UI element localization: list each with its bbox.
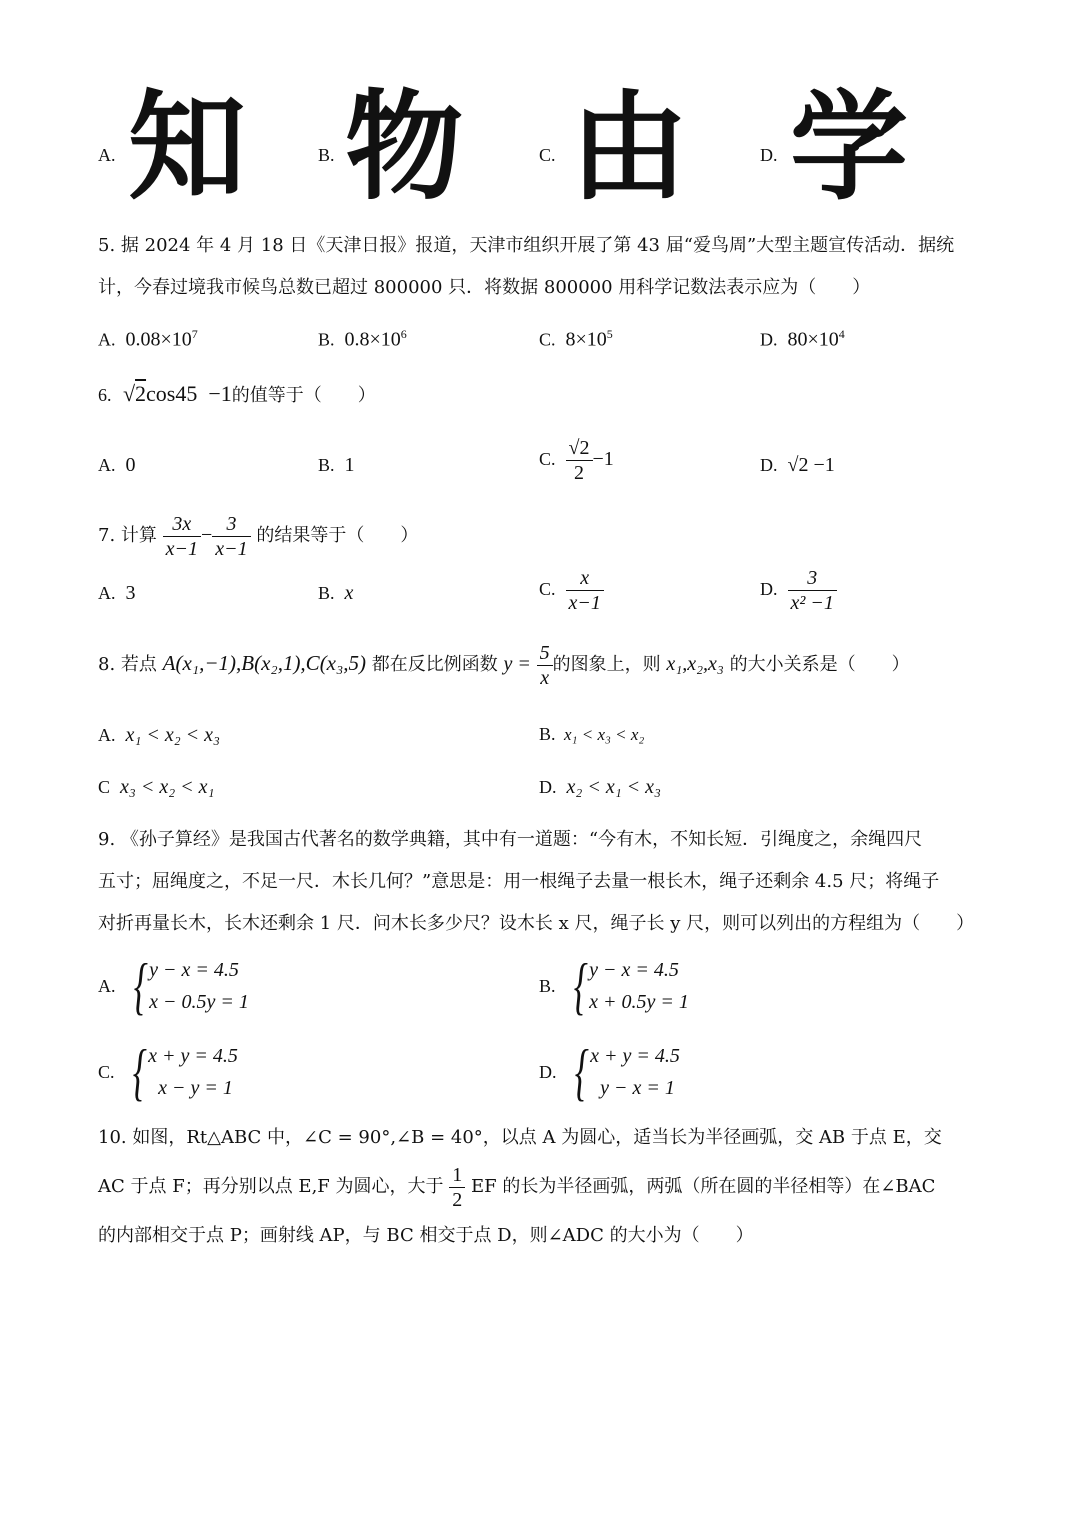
q9-line-3: 对折再量长木，长木还剩余 1 尺．问木长多少尺？设木长 x 尺，绳子长 y 尺，则可以列出的方程组为（ ） [98, 913, 975, 934]
q6-option-a: A. 0 [98, 454, 136, 476]
q5-option-a: A. $0.08\times 10^7$ [98, 327, 198, 351]
q8-stem: 8. 若点 A(x₁,−1),B(x₂,1),C(x₃,5) 都在反比例函数 y = $\frac{5}{x}$ 的图象上，则 x₁,x₂,x₃ 的大小关系是（ ） [98, 641, 910, 689]
q5-option-b: B. $0.8\times 10^6$ [318, 327, 407, 351]
q7-option-d: D. $\frac{3}{\text{x² −1}}$ [760, 566, 837, 615]
q4-char-d: 学 [790, 78, 909, 216]
q10-line-1: 10. 如图，Rt△ABC 中，∠C = 90°,∠B = 40°，以点 A 为圆心，适当长为半径画弧，交 AB 于点 E，交 [98, 1127, 942, 1148]
q4-char-c: 由 [570, 78, 689, 216]
q9-option-a: A. { y − x = 4.5 x − 0.5y = 1 [98, 950, 249, 1021]
q5-option-d: D. $80\times 10^4$ [760, 327, 845, 351]
q4-char-a: 知 [128, 78, 247, 216]
q8-option-b: B. x₁ < x₃ < x₂ [539, 724, 645, 744]
q7-option-a: A. 3 [98, 582, 136, 604]
q7-option-b: B. x [318, 582, 354, 604]
q9-option-d: D. { x + y = 4.5 y − x = 1 [539, 1036, 680, 1107]
q8-option-d: D. x₂ < x₁ < x₃ [539, 776, 661, 798]
q6-stem: 6. √2cos45 −1的值等于（ ） [98, 381, 376, 406]
q4-label-b: B. [318, 145, 335, 165]
q4-label-c: C. [539, 145, 556, 165]
q7-stem: 7. 计算 $\frac{3x}{x-1}$ − $\frac{3}{x-1}$ 的结果等于（ ） [98, 512, 419, 560]
q5-option-c: C. $8\times 10^5$ [539, 327, 613, 351]
q7-option-c: C. $\frac{x}{x-1}$ [539, 566, 604, 615]
q6-option-c: C. $\frac{√2}{2}$ −1 [539, 437, 614, 484]
q5-line-2: 计，今春过境我市候鸟总数已超过 800000 只．将数据 800000 用科学记数法表示应为（ ） [98, 277, 871, 298]
q5-line-1: 5. 据 2024 年 4 月 18 日《天津日报》报道，天津市组织开展了第 43 届“爱鸟周”大型主题宣传活动．据统 [98, 235, 955, 256]
q9-line-2: 五寸；屈绳度之，不足一尺．木长几何？”意思是：用一根绳子去量一根长木，绳子还剩余 4.5 尺；将绳子 [98, 871, 940, 892]
q6-option-d: D. √2 −1 [760, 454, 835, 476]
q9-option-c: C. { x + y = 4.5 x − y = 1 [98, 1036, 238, 1107]
q8-option-c: C x₃ < x₂ < x₁ [98, 776, 215, 798]
q10-line-3: 的内部相交于点 P；画射线 AP，与 BC 相交于点 D，则∠ADC 的大小为（ ） [98, 1225, 754, 1246]
q8-option-a: A. x₁ < x₂ < x₃ [98, 724, 220, 746]
q4-label-d: D. [760, 145, 778, 165]
q9-line-1: 9. 《孙子算经》是我国古代著名的数学典籍，其中有一道题：“今有木，不知长短．引绳度之，余绳四尺 [98, 829, 923, 850]
q10-line-2: AC 于点 F；再分别以点 E,F 为圆心，大于 $\frac{1}{2}$ EF 的长为半径画弧，两弧（所在圆的半径相等）在∠BAC [98, 1163, 936, 1211]
q9-option-b: B. { y − x = 4.5 x + 0.5y = 1 [539, 950, 689, 1021]
q4-char-b: 物 [345, 78, 464, 216]
q6-option-b: B. 1 [318, 454, 355, 476]
q4-label-a: A. [98, 145, 116, 165]
